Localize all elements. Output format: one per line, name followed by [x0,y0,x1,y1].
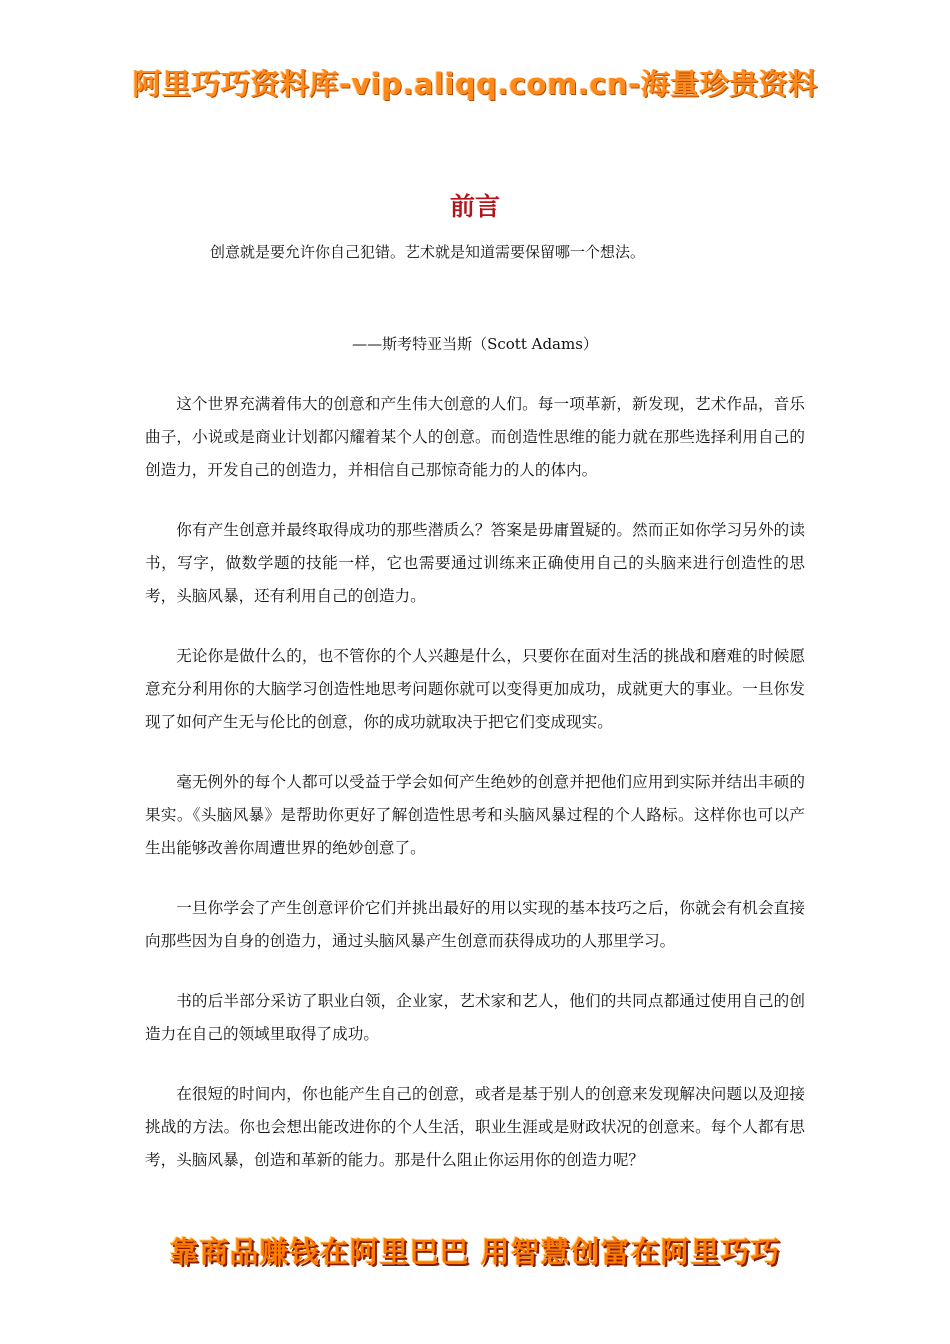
page-title: 前言 [449,192,500,221]
paragraph: 毫无例外的每个人都可以受益于学会如何产生绝妙的创意并把他们应用到实际并结出丰硕的果实。《头脑风暴》是帮助你更好了解创造性思考和头脑风暴过程的个人路标。这样你也可以产生出能够改善你周遭世界的绝妙创意了。 [145,773,805,857]
paragraph: 你有产生创意并最终取得成功的那些潜质么？答案是毋庸置疑的。然而正如你学习另外的读书，写字，做数学题的技能一样，它也需要通过训练来正确使用自己的头脑来进行创造性的思考，头脑风暴，还有利用自己的创造力。 [145,521,805,605]
header-banner: 阿里巧巧资料库-vip.aliqq.com.cn-海量珍贵资料 [132,67,818,101]
paragraph: 书的后半部分采访了职业白领，企业家，艺术家和艺人，他们的共同点都通过使用自己的创造力在自己的领域里取得了成功。 [145,992,805,1043]
paragraph: 在很短的时间内，你也能产生自己的创意，或者是基于别人的创意来发现解决问题以及迎接挑战的方法。你也会想出能改进你的个人生活，职业生涯或是财政状况的创意来。每个人都有思考，头脑风暴，创造和革新的能力。那是什么阻止你运用你的创造力呢？ [145,1085,805,1169]
paragraph: 这个世界充满着伟大的创意和产生伟大创意的人们。每一项革新，新发现，艺术作品，音乐曲子，小说或是商业计划都闪耀着某个人的创意。而创造性思维的能力就在那些选择利用自己的创造力，开发自己的创造力，并相信自己那惊奇能力的人的体内。 [145,395,805,479]
paragraph: 一旦你学会了产生创意评价它们并挑出最好的用以实现的基本技巧之后，你就会有机会直接向那些因为自身的创造力，通过头脑风暴产生创意而获得成功的人那里学习。 [145,899,805,950]
epigraph-attribution: ——斯考特亚当斯（Scott Adams） [352,335,598,353]
footer-banner: 靠商品赚钱在阿里巴巴 用智慧创富在阿里巧巧 [169,1235,781,1269]
epigraph-quote: 创意就是要允许你自己犯错。艺术就是知道需要保留哪一个想法。 [210,243,646,261]
paragraph: 无论你是做什么的，也不管你的个人兴趣是什么，只要你在面对生活的挑战和磨难的时候愿意充分利用你的大脑学习创造性地思考问题你就可以变得更加成功，成就更大的事业。一旦你发现了如何产生无与伦比的创意，你的成功就取决于把它们变成现实。 [145,647,805,731]
document-body [145,388,805,1204]
